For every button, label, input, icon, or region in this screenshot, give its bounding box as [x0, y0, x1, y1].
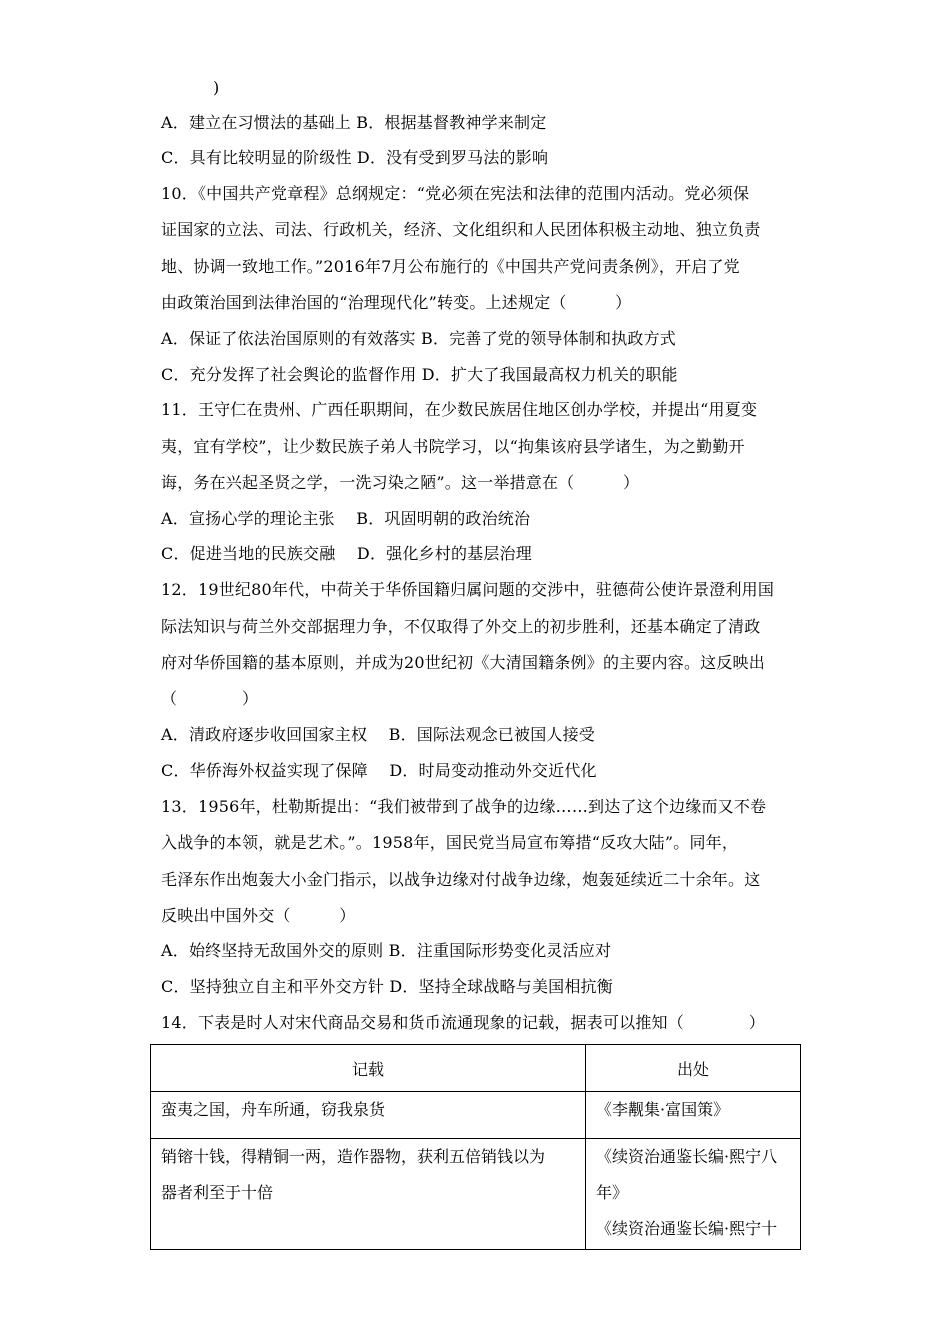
- record-cell: [151, 1092, 586, 1139]
- source-text: 年》: [596, 1183, 629, 1202]
- source-text: 《李觏集·富国策》: [596, 1100, 730, 1119]
- record-cell: [151, 1139, 586, 1250]
- q9-options-cd: C．具有比较明显的阶级性 D．没有受到罗马法的影响: [161, 148, 549, 167]
- q14-stem: 14．下表是时人对宋代商品交易和货币流通现象的记载，据表可以推知（ ）: [161, 1013, 765, 1032]
- q10-options-ab: A．保证了依法治国原则的有效落实 B．完善了党的领导体制和执政方式: [161, 329, 676, 348]
- q12-options-ab: A．清政府逐步收回国家主权 B．国际法观念已被国人接受: [161, 725, 595, 744]
- q12-options-cd: C．华侨海外权益实现了保障 D．时局变动推动外交近代化: [161, 761, 597, 780]
- record-text: 销镕十钱，得精铜一两，造作器物，获利五倍销钱以为: [161, 1147, 546, 1166]
- table-header-row: [151, 1045, 801, 1092]
- q11-options-cd: C．促进当地的民族交融 D．强化乡村的基层治理: [161, 544, 532, 563]
- source-cell: [586, 1139, 801, 1250]
- q10-stem-line: 由政策治国到法律治国的“治理现代化”转变。上述规定（ ）: [161, 293, 632, 312]
- q13-stem-line: 反映出中国外交（ ）: [161, 906, 356, 925]
- q11-stem-line: 11．王守仁在贵州、广西任职期间，在少数民族居住地区创办学校，并提出“用夏变: [161, 400, 758, 419]
- q10-stem-line: 10．《中国共产党章程》总纲规定：“党必须在宪法和法律的范围内活动。党必须保: [161, 184, 750, 203]
- q13-stem-line: 13．1956年，杜勒斯提出：“我们被带到了战争的边缘……到达了这个边缘而又不卷: [161, 797, 767, 816]
- source-text: 《续资治通鉴长编·熙宁八: [596, 1147, 778, 1166]
- table-row: [151, 1139, 801, 1250]
- source-cell: [586, 1092, 801, 1139]
- table-row: [151, 1092, 801, 1139]
- q12-stem-line: （ ）: [161, 689, 259, 708]
- q10-stem-line: 证国家的立法、司法、行政机关，经济、文化组织和人民团体积极主动地、独立负责: [161, 220, 761, 239]
- record-text: 蛮夷之国，舟车所通，窃我泉货: [161, 1100, 386, 1119]
- q10-stem-line: 地、协调一致地工作。”2016年7月公布施行的《中国共产党问责条例》，开启了党: [161, 257, 740, 276]
- q11-stem-line: 夷，宜有学校”，让少数民族子弟人书院学习，以“拘集该府县学诸生，为之勤勤开: [161, 437, 745, 456]
- q9-options-ab: A．建立在习惯法的基础上 B．根据基督教神学来制定: [161, 113, 547, 132]
- table-header-record: 记载: [151, 1045, 586, 1092]
- q13-options-ab: A．始终坚持无敌国外交的原则 B．注重国际形势变化灵活应对: [161, 941, 612, 960]
- q12-stem-line: 际法知识与荷兰外交部据理力争，不仅取得了外交上的初步胜利，还基本确定了清政: [161, 617, 761, 636]
- q10-options-cd: C．充分发挥了社会舆论的监督作用 D．扩大了我国最高权力机关的职能: [161, 365, 678, 384]
- q9-answer-paren: ): [213, 78, 220, 97]
- q11-stem-line: 诲，务在兴起圣贤之学，一洗习染之陋”。这一举措意在（ ）: [161, 473, 640, 492]
- record-text: 器者利至于十倍: [161, 1183, 274, 1202]
- source-text: 《续资治通鉴长编·熙宁十: [596, 1219, 778, 1238]
- q12-stem-line: 府对华侨国籍的基本原则，并成为20世纪初《大清国籍条例》的主要内容。这反映出: [161, 653, 765, 672]
- q11-options-ab: A．宣扬心学的理论主张 B．巩固明朝的政治统治: [161, 509, 531, 528]
- q13-stem-line: 毛泽东作出炮轰大小金门指示，以战争边缘对付战争边缘，炮轰延续近二十余年。这: [161, 870, 761, 889]
- q12-stem-line: 12．19世纪80年代，中荷关于华侨国籍归属问题的交涉中，驻德荷公使许景澄利用国: [161, 580, 775, 599]
- table-header-source: 出处: [586, 1045, 801, 1092]
- q13-options-cd: C．坚持独立自主和平外交方针 D．坚持全球战略与美国相抗衡: [161, 977, 613, 996]
- q13-stem-line: 入战争的本领，就是艺术。”。1958年，国民党当局宣布筹措“反攻大陆”。同年，: [161, 833, 739, 852]
- song-records-table: [150, 1044, 801, 1250]
